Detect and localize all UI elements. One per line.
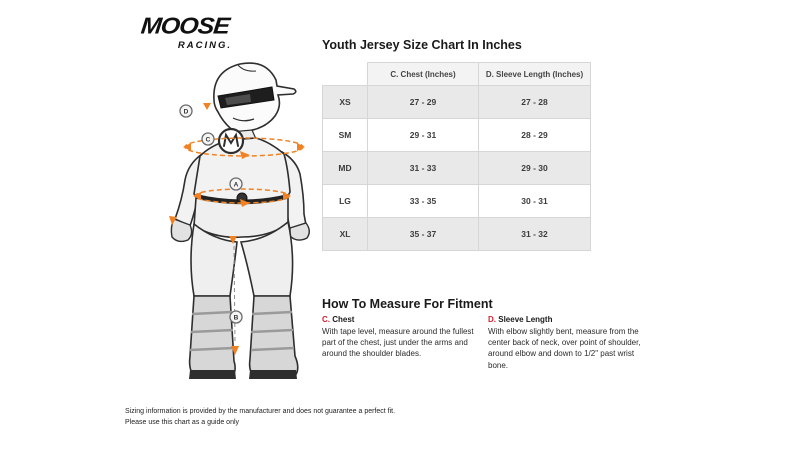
sleeve-value: 31 - 32 xyxy=(479,218,591,251)
sleeve-value: 28 - 29 xyxy=(479,119,591,152)
fitment-sleeve-key: D. xyxy=(488,315,496,324)
size-label: LG xyxy=(323,185,368,218)
marker-d xyxy=(180,105,192,117)
fitment-sleeve-label xyxy=(488,315,646,324)
brand-name: MOOSE xyxy=(139,13,231,39)
size-label: MD xyxy=(323,152,368,185)
sleeve-value: 30 - 31 xyxy=(479,185,591,218)
table-row xyxy=(323,119,591,152)
marker-c-letter: C xyxy=(205,136,211,144)
size-label: SM xyxy=(323,119,368,152)
chest-value: 33 - 35 xyxy=(368,185,479,218)
size-table-header-row xyxy=(323,63,591,86)
fitment-chest-key: C. xyxy=(322,315,330,324)
fitment-sleeve-title: Sleeve Length xyxy=(498,315,553,324)
marker-b-letter: B xyxy=(233,314,239,322)
marker-a-letter: A xyxy=(233,181,239,189)
table-row xyxy=(323,152,591,185)
fitment-heading: How To Measure For Fitment xyxy=(322,297,493,311)
table-row xyxy=(323,218,591,251)
fitment-item-chest xyxy=(322,315,480,360)
size-table-header-sleeve: D. Sleeve Length (Inches) xyxy=(479,63,591,86)
disclaimer-line-1: Sizing information is provided by the manufacturer and does not guarantee a perfect fit. xyxy=(125,408,396,415)
chest-value: 35 - 37 xyxy=(368,218,479,251)
size-table-header-blank xyxy=(323,63,368,86)
brand-logo xyxy=(130,14,240,51)
fitment-item-sleeve xyxy=(488,315,646,371)
table-row xyxy=(323,185,591,218)
marker-c xyxy=(202,133,214,145)
chest-value: 27 - 29 xyxy=(368,86,479,119)
size-label: XS xyxy=(323,86,368,119)
disclaimer-line-2: Please use this chart as a guide only xyxy=(125,418,240,426)
marker-d-letter: D xyxy=(183,108,189,116)
marker-a xyxy=(230,178,242,190)
size-table xyxy=(322,62,591,251)
pants-illustration xyxy=(191,198,293,296)
chest-value: 31 - 33 xyxy=(368,152,479,185)
rider-measurement-diagram xyxy=(138,56,323,401)
chest-logo xyxy=(219,129,243,153)
disclaimer xyxy=(125,407,395,428)
fitment-chest-label xyxy=(322,315,480,324)
brand-subname: RACING. xyxy=(177,40,232,51)
sleeve-value: 27 - 28 xyxy=(479,86,591,119)
marker-b xyxy=(230,311,242,323)
table-row xyxy=(323,86,591,119)
size-table-header-chest: C. Chest (Inches) xyxy=(368,63,479,86)
size-label: XL xyxy=(323,218,368,251)
sleeve-value: 29 - 30 xyxy=(479,152,591,185)
chest-value: 29 - 31 xyxy=(368,119,479,152)
fitment-chest-text: With tape level, measure around the fullest part of the chest, just under the arms and around the shoulder blades. xyxy=(322,327,474,359)
fitment-sleeve-text: With elbow slightly bent, measure from the center back of neck, over point of shoulder, around elbow and down to 1/2" past wrist bone. xyxy=(488,327,641,370)
helmet-illustration xyxy=(214,63,296,132)
fitment-chest-title: Chest xyxy=(332,315,355,324)
page-title: Youth Jersey Size Chart In Inches xyxy=(322,38,522,52)
boots-illustration xyxy=(189,296,298,379)
